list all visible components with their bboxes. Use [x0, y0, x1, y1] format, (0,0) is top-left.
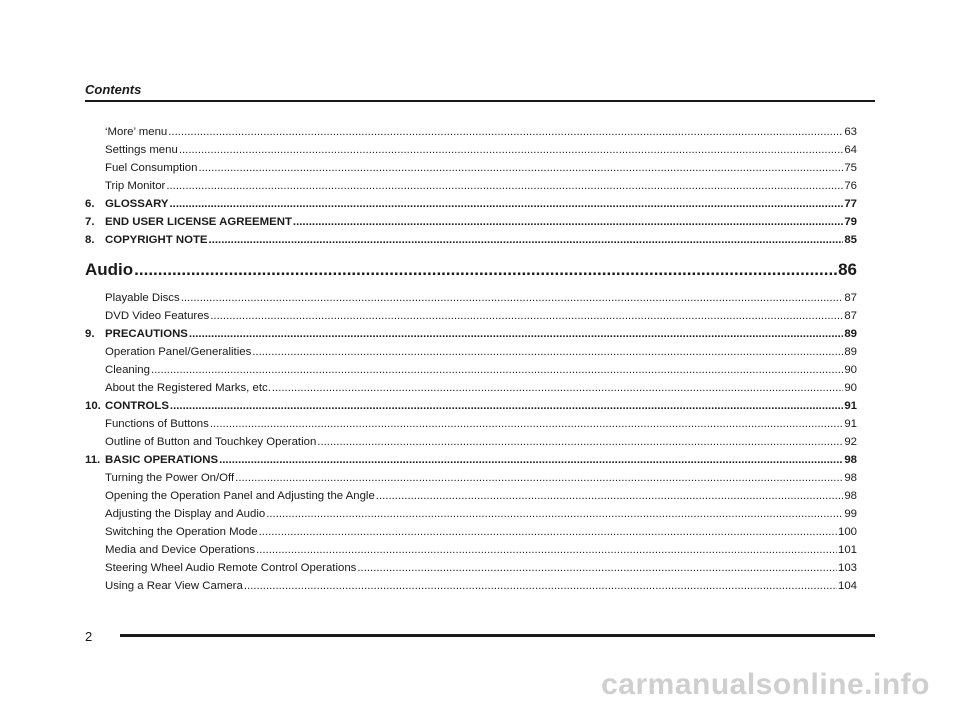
toc-entry-page: 101 — [837, 544, 857, 556]
toc-entry-page: 76 — [844, 180, 857, 192]
toc-entry[interactable] — [85, 541, 857, 559]
toc-entry-page: 89 — [844, 346, 857, 358]
toc-entry-number: 6. — [85, 198, 95, 210]
toc-dot-leader — [170, 397, 843, 415]
table-of-contents — [85, 123, 857, 595]
toc-entry-page: 87 — [844, 310, 857, 322]
toc-entry-label: Opening the Operation Panel and Adjusting the Angle — [105, 490, 375, 502]
toc-dot-leader — [210, 415, 843, 433]
toc-entry[interactable] — [85, 379, 857, 397]
toc-entry-label: Turning the Power On/Off — [105, 472, 235, 484]
toc-entry-label: CONTROLS — [105, 400, 169, 412]
toc-entry[interactable] — [85, 487, 857, 505]
toc-dot-leader — [189, 325, 843, 343]
toc-entry[interactable] — [85, 141, 857, 159]
toc-dot-leader — [266, 505, 843, 523]
toc-entry-label: COPYRIGHT NOTE — [105, 234, 208, 246]
toc-entry-page: 85 — [844, 234, 857, 246]
toc-entry[interactable] — [85, 469, 857, 487]
toc-entry-label: Cleaning — [105, 364, 150, 376]
toc-entry[interactable] — [85, 159, 857, 177]
toc-dot-leader — [376, 487, 844, 505]
toc-entry-number: 11. — [85, 454, 101, 466]
toc-dot-leader — [166, 177, 843, 195]
toc-dot-leader — [256, 541, 837, 559]
toc-entry-label: PRECAUTIONS — [105, 328, 188, 340]
toc-entry[interactable] — [85, 325, 857, 343]
toc-entry-page: 100 — [837, 526, 857, 538]
toc-entry[interactable] — [85, 289, 857, 307]
toc-dot-leader — [168, 123, 843, 141]
toc-entry-page: 99 — [844, 508, 857, 520]
toc-entry-label: BASIC OPERATIONS — [105, 454, 219, 466]
toc-entry-label: ‘More’ menu — [105, 126, 168, 138]
toc-dot-leader — [259, 523, 837, 541]
toc-entry-page: 90 — [844, 364, 857, 376]
toc-entry-page: 64 — [844, 144, 857, 156]
toc-dot-leader — [181, 289, 844, 307]
toc-entry-page: 104 — [837, 580, 857, 592]
toc-entry-label: Steering Wheel Audio Remote Control Operations — [105, 562, 357, 574]
toc-entry[interactable] — [85, 255, 857, 285]
toc-entry-page: 89 — [844, 328, 857, 340]
toc-dot-leader — [210, 307, 843, 325]
toc-dot-leader — [357, 559, 837, 577]
toc-entry-label: Audio — [85, 260, 134, 279]
page-header-title: Contents — [85, 82, 142, 97]
toc-dot-leader — [235, 469, 843, 487]
toc-entry-label: Settings menu — [105, 144, 178, 156]
toc-entry-page: 91 — [844, 400, 857, 412]
toc-entry-label: END USER LICENSE AGREEMENT — [105, 216, 292, 228]
watermark: carmanualsonline.info — [601, 668, 930, 701]
toc-dot-leader — [293, 213, 843, 231]
toc-entry-page: 92 — [844, 436, 857, 448]
toc-entry-number: 9. — [85, 328, 95, 340]
toc-entry-label: Using a Rear View Camera — [105, 580, 243, 592]
toc-entry-page: 63 — [844, 126, 857, 138]
toc-entry-page: 75 — [844, 162, 857, 174]
toc-entry[interactable] — [85, 231, 857, 249]
toc-entry[interactable] — [85, 361, 857, 379]
toc-dot-leader — [209, 231, 844, 249]
toc-entry-label: DVD Video Features — [105, 310, 210, 322]
toc-entry[interactable] — [85, 177, 857, 195]
page-number: 2 — [85, 629, 93, 644]
toc-dot-leader — [198, 159, 843, 177]
toc-dot-leader — [151, 361, 843, 379]
toc-entry[interactable] — [85, 451, 857, 469]
toc-dot-leader — [134, 255, 837, 285]
toc-entry[interactable] — [85, 195, 857, 213]
toc-entry-number: 10. — [85, 400, 101, 412]
toc-entry[interactable] — [85, 123, 857, 141]
toc-entry[interactable] — [85, 523, 857, 541]
toc-entry[interactable] — [85, 343, 857, 361]
toc-entry[interactable] — [85, 307, 857, 325]
toc-entry[interactable] — [85, 559, 857, 577]
toc-entry-label: Trip Monitor — [105, 180, 166, 192]
toc-entry-page: 77 — [844, 198, 857, 210]
toc-dot-leader — [179, 141, 844, 159]
toc-entry[interactable] — [85, 213, 857, 231]
toc-dot-leader — [272, 379, 843, 397]
toc-entry-label: Adjusting the Display and Audio — [105, 508, 266, 520]
toc-entry-label: Fuel Consumption — [105, 162, 198, 174]
toc-dot-leader — [170, 195, 844, 213]
toc-entry-page: 87 — [844, 292, 857, 304]
toc-entry[interactable] — [85, 577, 857, 595]
toc-entry-label: Switching the Operation Mode — [105, 526, 258, 538]
toc-entry[interactable] — [85, 397, 857, 415]
toc-entry-page: 98 — [844, 472, 857, 484]
toc-entry-label: About the Registered Marks, etc. — [105, 382, 271, 394]
toc-entry-label: Media and Device Operations — [105, 544, 256, 556]
toc-dot-leader — [317, 433, 843, 451]
toc-dot-leader — [252, 343, 843, 361]
toc-entry-label: Outline of Button and Touchkey Operation — [105, 436, 317, 448]
toc-entry-label: Operation Panel/Generalities — [105, 346, 252, 358]
toc-entry-page: 98 — [844, 490, 857, 502]
toc-dot-leader — [244, 577, 837, 595]
toc-entry[interactable] — [85, 433, 857, 451]
toc-entry-page: 79 — [844, 216, 857, 228]
footer-divider — [120, 634, 875, 637]
toc-entry-number: 8. — [85, 234, 95, 246]
toc-entry-label: Functions of Buttons — [105, 418, 209, 430]
toc-entry-page: 86 — [838, 260, 857, 279]
header-divider — [85, 100, 875, 102]
toc-entry-page: 98 — [844, 454, 857, 466]
toc-entry-page: 90 — [844, 382, 857, 394]
toc-entry-label: Playable Discs — [105, 292, 180, 304]
toc-entry-number: 7. — [85, 216, 95, 228]
toc-entry-page: 103 — [837, 562, 857, 574]
toc-dot-leader — [219, 451, 843, 469]
toc-entry-page: 91 — [844, 418, 857, 430]
toc-entry-label: GLOSSARY — [105, 198, 169, 210]
toc-entry[interactable] — [85, 505, 857, 523]
toc-entry[interactable] — [85, 415, 857, 433]
